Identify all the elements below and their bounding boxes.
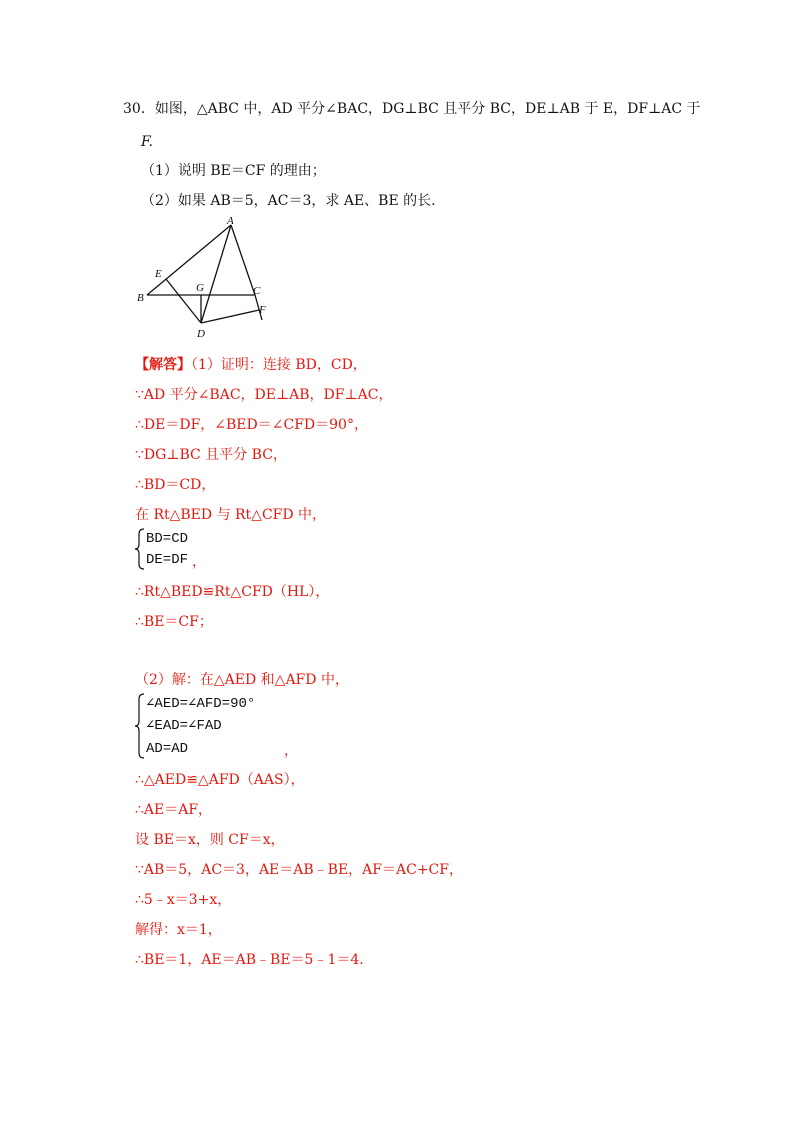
label-f: F	[259, 304, 266, 316]
solution-part-1-line-6: 在 Rt△BED 与 Rt△CFD 中，	[135, 507, 327, 523]
solution-part-2-line-8: ∴BE＝1，AE＝AB﹣BE＝5﹣1＝4.	[135, 952, 364, 968]
segment-df	[201, 310, 259, 323]
label-b: B	[137, 292, 144, 304]
solution-part-2-line-5: ∵AB＝5，AC＝3，AE＝AB﹣BE，AF＝AC+CF，	[135, 862, 463, 878]
solution-part-2-line-4: 设 BE＝x，则 CF＝x，	[135, 832, 285, 848]
label-a: A	[227, 215, 234, 227]
system-1-brace	[134, 528, 146, 570]
system-2-row-1: ∠AED=∠AFD=90°	[146, 696, 256, 712]
solution-part-2-line-7: 解得：x＝1，	[135, 922, 222, 938]
triangle-figure	[135, 215, 280, 340]
solution-part-1-line-8: ∴BE＝CF；	[135, 614, 213, 630]
solution-part-1-line-2: ∵AD 平分∠BAC，DE⊥AB，DF⊥AC，	[135, 387, 393, 403]
solution-part-1-line-4: ∵DG⊥BC 且平分 BC，	[135, 447, 287, 463]
solution-part-1-line-5: ∴BD＝CD，	[135, 477, 216, 493]
label-d: D	[197, 328, 205, 340]
solution-part-2-line-1: （2）解：在△AED 和△AFD 中，	[135, 672, 349, 688]
system-1-row-2: DE=DF	[146, 552, 189, 568]
solution-part-1-line-7: ∴Rt△BED≌Rt△CFD（HL），	[135, 584, 330, 600]
label-g: G	[196, 282, 204, 294]
solution-intro: （1）证明：连接 BD，CD，	[191, 357, 367, 373]
system-2-row-2: ∠EAD=∠FAD	[146, 718, 222, 734]
system-1-tail: ，	[192, 554, 206, 570]
system-1-row-1: BD=CD	[146, 531, 189, 547]
solution-part-1-line-3: ∴DE＝DF，∠BED＝∠CFD＝90°，	[135, 417, 368, 433]
problem-line-1: 30．如图，△ABC 中，AD 平分∠BAC，DG⊥BC 且平分 BC，DE⊥AB 于 E，DF⊥AC 于	[123, 101, 701, 117]
segment-ad	[201, 225, 231, 323]
problem-line-2: F.	[141, 134, 153, 150]
solution-header: 【解答】	[135, 357, 191, 373]
system-2-tail: ，	[284, 743, 298, 759]
solution-part-2-line-3: ∴AE＝AF，	[135, 802, 213, 818]
system-2-row-3: AD=AD	[146, 741, 189, 757]
solution-part-1-line-1	[135, 356, 367, 374]
solution-part-2-line-6: ∴5﹣x＝3+x，	[135, 892, 232, 908]
label-c: C	[253, 285, 261, 297]
question-2: （2）如果 AB＝5，AC＝3，求 AE、BE 的长.	[141, 193, 436, 209]
label-e: E	[155, 268, 162, 280]
segment-ac	[231, 225, 255, 295]
segment-ba	[147, 225, 231, 295]
system-2-brace	[134, 693, 146, 759]
question-1: （1）说明 BE＝CF 的理由；	[141, 163, 326, 179]
solution-part-2-line-2: ∴△AED≌△AFD（AAS），	[135, 772, 305, 788]
